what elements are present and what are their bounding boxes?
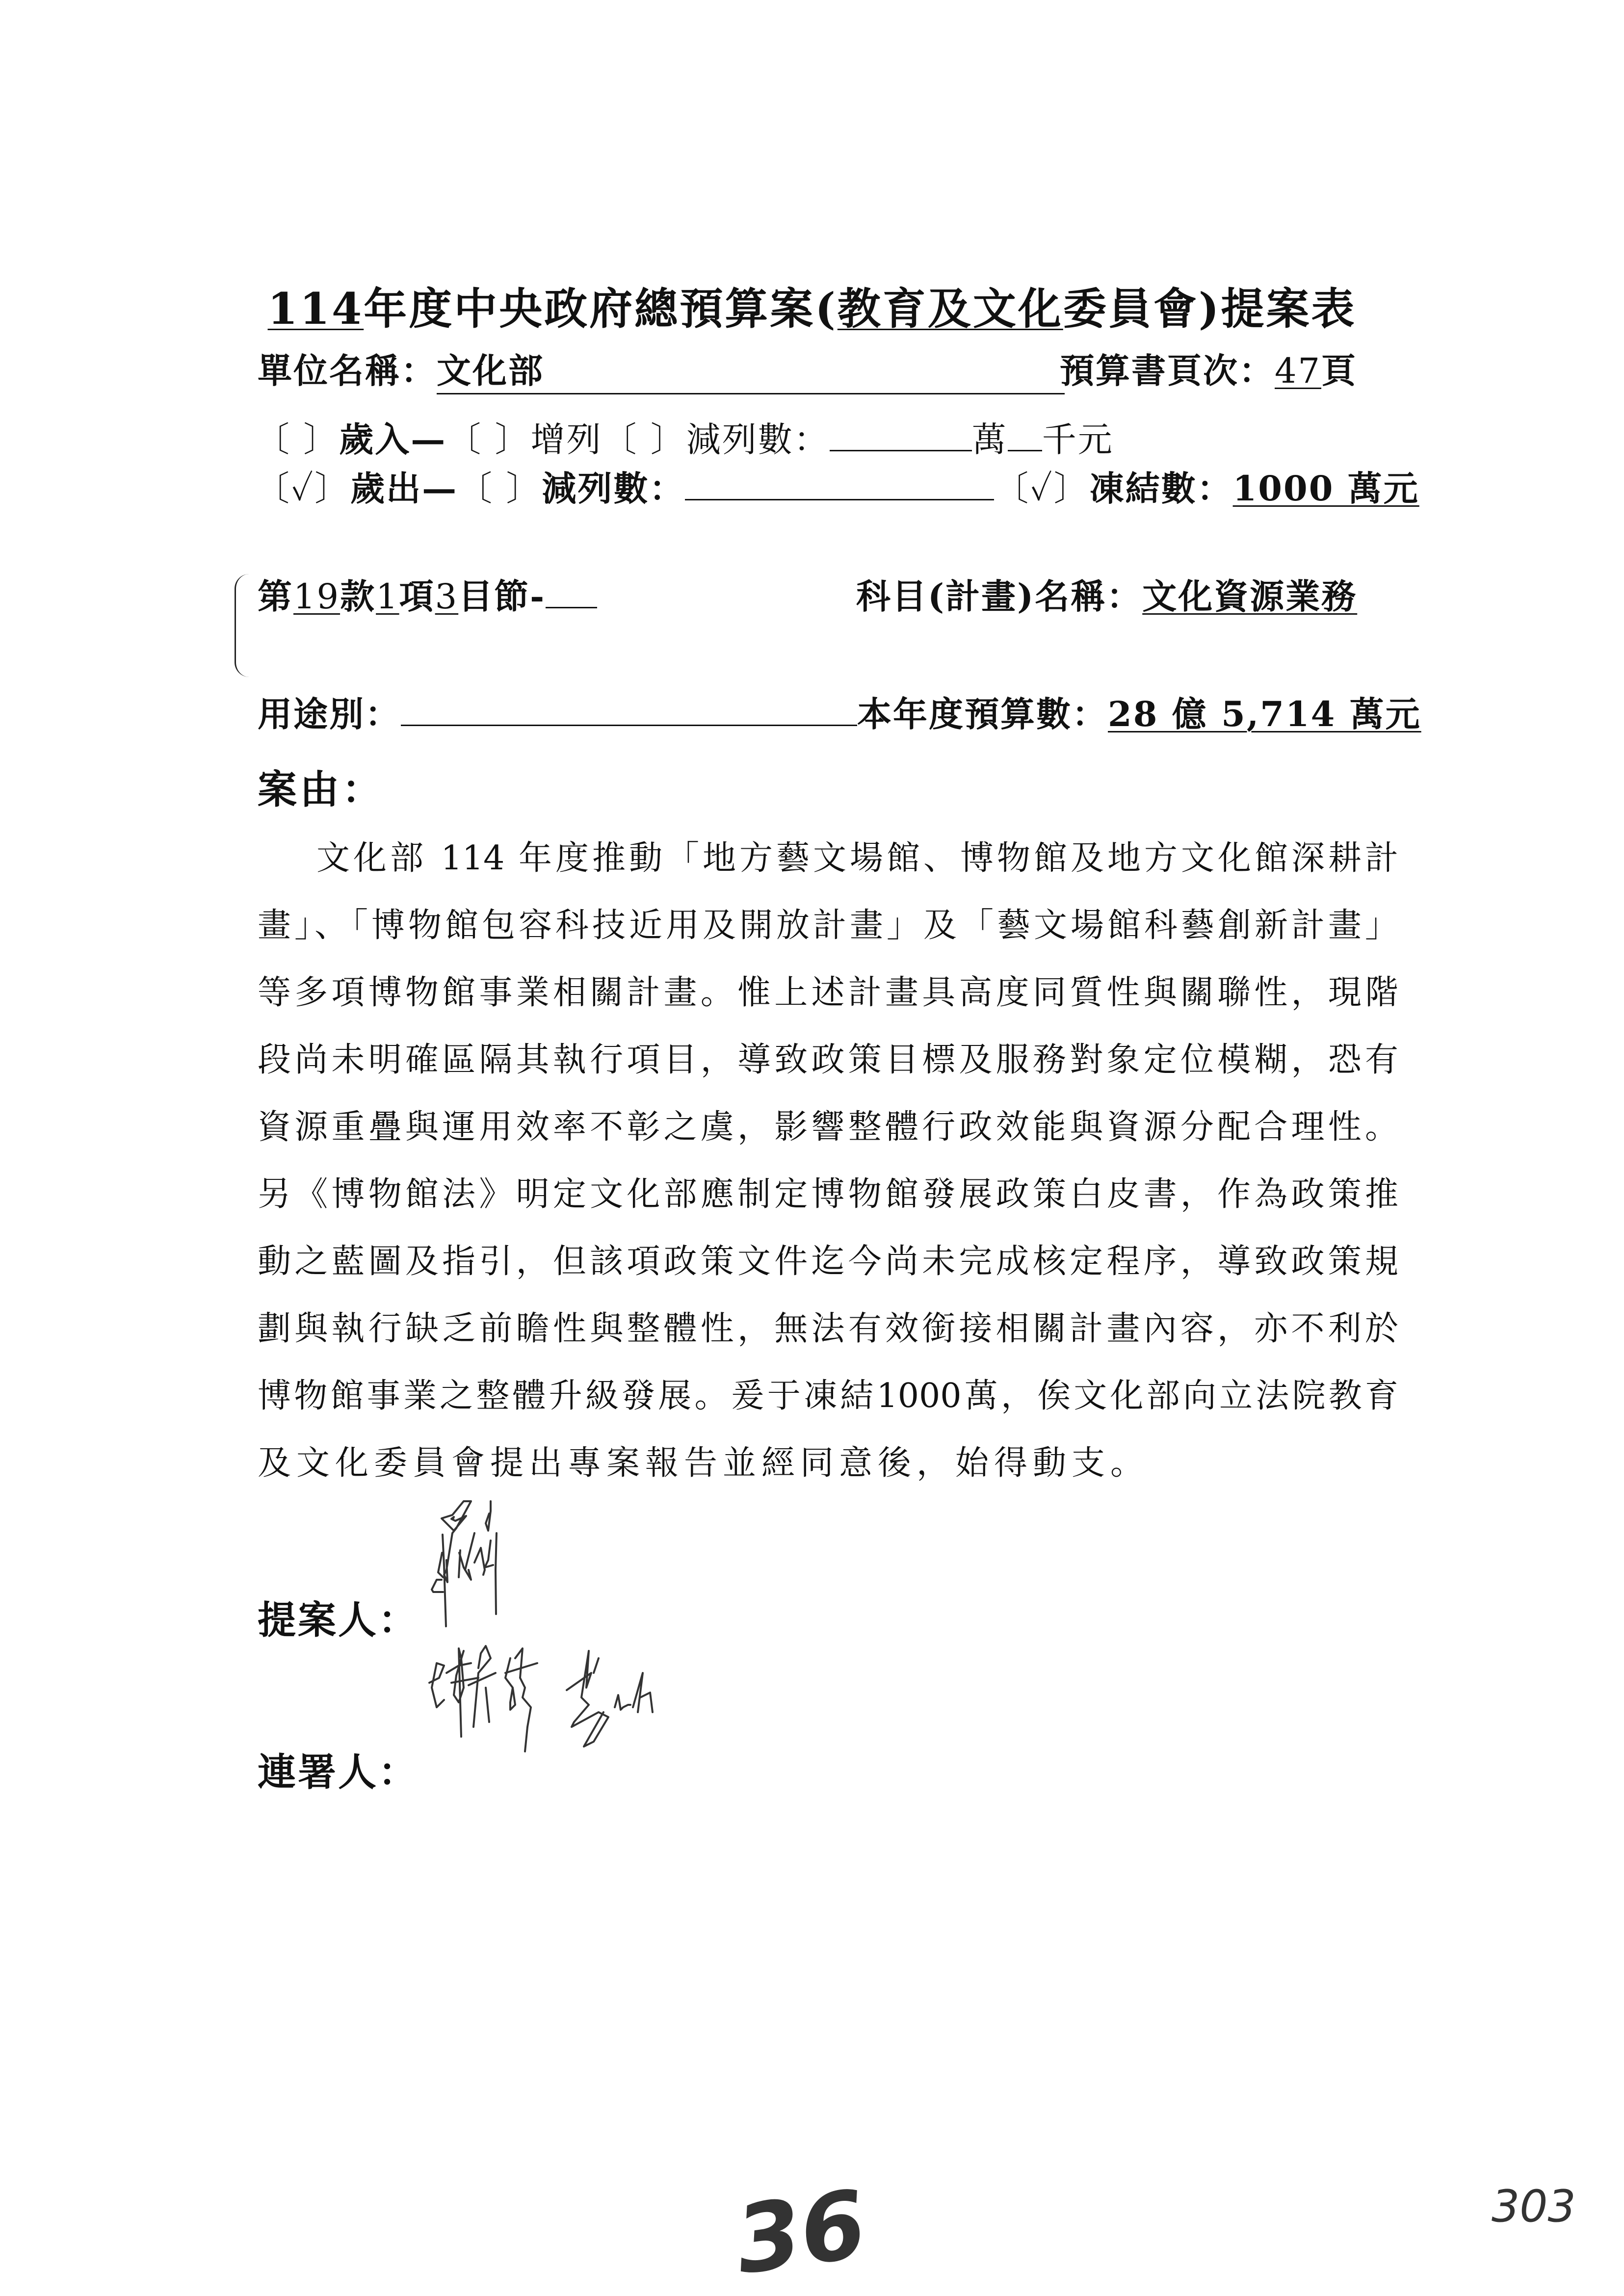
- xiang-value: 1: [376, 576, 399, 617]
- revenue-label: 歲入—: [339, 419, 447, 460]
- subject-label: 科目(計畫)名稱：: [856, 576, 1143, 617]
- page-label: 預算書頁次：: [1060, 350, 1275, 391]
- mu-label: 目節-: [458, 576, 546, 617]
- reason-line: 文化部 114 年度推動「地方藝文場館、博物館及地方文化館深耕計: [316, 839, 1398, 878]
- reason-heading: 案由：: [258, 766, 384, 812]
- freeze-checkbox[interactable]: 〔✓〕: [994, 469, 1090, 509]
- freeze-value: 1000 萬元: [1232, 468, 1419, 509]
- expense-label: 歲出—: [350, 468, 458, 509]
- budget-label: 本年度預算數：: [857, 694, 1108, 734]
- expense-checkbox[interactable]: 〔✓〕: [255, 469, 351, 509]
- budget-value: 28 億 5,714 萬元: [1108, 694, 1421, 734]
- cosigners-label: 連署人：: [258, 1750, 419, 1795]
- freeze-label: 凍結數：: [1089, 468, 1233, 509]
- mu-value: 3: [435, 576, 459, 617]
- expense-cut-checkbox[interactable]: 〔 〕: [458, 469, 542, 509]
- title-suffix: 委員會)提案表: [1063, 283, 1357, 334]
- reason-line: 資源重疊與運用效率不彰之虞，影響整體行政效能與資源分配合理性。: [258, 1108, 1398, 1147]
- cut-label: 減列數：: [686, 419, 830, 460]
- handwritten-page-number: 303: [1492, 2181, 1576, 2232]
- title-year: 114: [267, 283, 364, 334]
- cut-checkbox[interactable]: 〔 〕: [602, 419, 686, 460]
- proposer-signature: [432, 1501, 497, 1626]
- page-unit: 頁: [1321, 350, 1358, 391]
- wan-label: 萬: [971, 419, 1008, 460]
- reason-line: 等多項博物館事業相關計畫。惟上述計畫具高度同質性與關聯性，現階: [258, 973, 1398, 1012]
- title-text: 年度中央政府總預算案(: [364, 283, 838, 334]
- reason-line: 段尚未明確區隔其執行項目，導致政策目標及服務對象定位模糊，恐有: [258, 1041, 1398, 1079]
- add-label: 增列: [530, 419, 602, 460]
- kuan-label: 款: [340, 576, 376, 617]
- title-committee: 教育及文化: [837, 283, 1063, 334]
- xiang-label: 項: [399, 576, 435, 617]
- qian-yuan-label: 千元: [1042, 419, 1114, 460]
- di-label: 第: [258, 576, 293, 617]
- page-value: 47: [1275, 351, 1322, 391]
- revenue-checkbox[interactable]: 〔 〕: [255, 419, 340, 460]
- reason-line: 劃與執行缺乏前瞻性與整體性，無法有效銜接相關計畫內容，亦不利於: [258, 1309, 1398, 1348]
- reason-line: 畫」、「博物館包容科技近用及開放計畫」及「藝文場館科藝創新計畫」: [258, 906, 1398, 945]
- reason-line: 及文化委員會提出專案報告並經同意後，始得動支。: [258, 1444, 1150, 1483]
- cosigner-signature-1: [429, 1646, 537, 1751]
- reason-line: 另《博物館法》明定文化部應制定博物館發展政策白皮書，作為政策推: [258, 1175, 1398, 1214]
- cosigner-signature-2: [567, 1651, 653, 1747]
- usage-label: 用途別：: [258, 694, 401, 734]
- add-checkbox[interactable]: 〔 〕: [446, 419, 531, 460]
- subject-value: 文化資源業務: [1142, 576, 1358, 617]
- reason-line: 動之藍圖及指引，但該項政策文件迄今尚未完成核定程序，導致政策規: [258, 1242, 1398, 1281]
- unit-value: 文化部: [437, 343, 1065, 394]
- expense-cut-label: 減列數：: [542, 468, 685, 509]
- kuan-value: 19: [293, 576, 341, 617]
- reason-line: 博物館事業之整體升級發展。爰于凍結1000萬，俟文化部向立法院教育: [258, 1377, 1398, 1415]
- handwritten-page-mark: 36: [729, 2169, 873, 2296]
- unit-label: 單位名稱：: [258, 350, 437, 391]
- proposer-label: 提案人：: [258, 1598, 419, 1643]
